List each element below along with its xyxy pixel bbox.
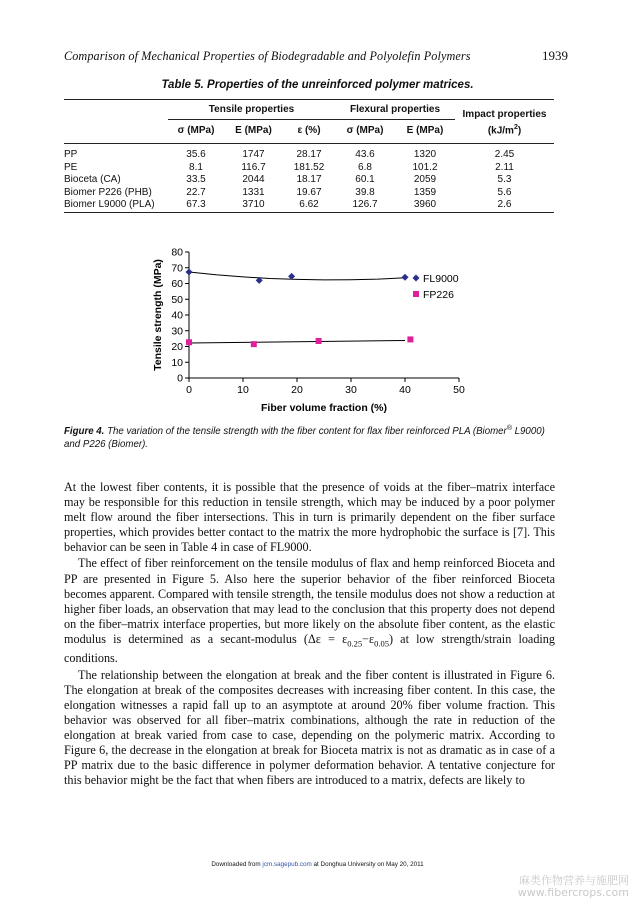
table-top-rule <box>64 99 554 100</box>
watermark-line2: www.fibercrops.com <box>517 886 629 899</box>
group-header-tensile: Tensile properties <box>208 104 295 116</box>
impact-header-sup: 2 <box>513 124 518 132</box>
table-caption: Table 5. Properties of the unreinforced polymer matrices. <box>161 79 474 91</box>
paragraph: The relationship between the elongation at break and the fiber content is illustrated in Figure 6. The elongation at break of the composites decreases with increasing fiber content. In this case, the elongation witnesses a rapid fall up to an asymptote at around 20% fiber volume fraction. This behavior was observed for all fiber–matrix combinations, although the rate in reduction of the elongation at break varied from case to case, depending on the polymeric matrix. According to Figure 6, the decrease in the elongation at break for Bioceta matrix is not as dramatic as in case of a PP matrix due to the basic difference in polymer deformation behavior. A tentative conjecture for this behavior might be the fact that when fibers are introduced to a matrix, defects are likely to <box>64 667 555 788</box>
data-point-diamond <box>402 274 409 281</box>
group-header-flexural: Flexural properties <box>349 104 441 116</box>
cell: 1320 <box>413 149 437 160</box>
col-header: ε (%) <box>283 119 335 143</box>
row-name: Biomer L9000 (PLA) <box>64 199 155 211</box>
row-name: PE <box>64 161 78 173</box>
y-tick-label: 80 <box>171 246 183 259</box>
watermark-line1: 麻类作物营养与施肥网 <box>519 874 629 887</box>
cell: 181.52 <box>293 161 325 173</box>
body-text <box>64 480 555 789</box>
download-footer <box>0 861 635 868</box>
x-tick-label: 40 <box>399 384 411 396</box>
y-tick-label: 20 <box>171 341 183 353</box>
cell: 2.11 <box>495 161 514 173</box>
data-point-diamond <box>186 269 193 276</box>
footer-link[interactable]: jcm.sagepub.com <box>262 861 312 868</box>
data-point-square <box>407 336 413 342</box>
cell: 2.45 <box>494 149 515 160</box>
table-row <box>64 174 554 187</box>
cell: 5.6 <box>497 186 512 198</box>
cell: 28.17 <box>296 149 322 160</box>
table-bottom-rule <box>64 212 554 213</box>
paragraph <box>64 556 555 666</box>
paragraph-text: ) at low strength/strain loading conditions. <box>64 631 555 666</box>
y-tick-label: 30 <box>171 325 183 338</box>
impact-header-close: ) <box>517 125 522 137</box>
cell: 116.7 <box>241 161 266 173</box>
cell: 2059 <box>413 174 437 186</box>
y-tick-label: 50 <box>171 293 183 306</box>
figure-label: Figure 4. <box>64 426 105 438</box>
row-name: Bioceta (CA) <box>64 174 121 186</box>
cell: 8.1 <box>189 161 203 173</box>
cell: 60.1 <box>355 174 375 186</box>
x-tick-label: 10 <box>237 384 249 396</box>
legend-marker <box>413 291 419 297</box>
subscript: 0.25 <box>347 638 363 649</box>
trendline <box>189 272 405 280</box>
table-row <box>64 149 554 162</box>
x-axis-label: Fiber volume fraction (%) <box>260 402 388 414</box>
footer-prefix: Downloaded from <box>211 861 263 868</box>
paragraph-text: −ε <box>362 631 375 646</box>
cell: 22.7 <box>186 186 206 198</box>
subscript: 0.05 <box>374 638 389 649</box>
cell: 3710 <box>242 199 265 211</box>
figure-caption-sup: ® <box>506 425 512 432</box>
cell: 43.6 <box>355 149 375 160</box>
cell: 101.2 <box>412 161 438 173</box>
impact-header-line1: Impact properties <box>462 109 547 121</box>
cell: 3960 <box>413 199 437 211</box>
trendline <box>189 341 405 344</box>
cell: 19.67 <box>296 186 322 198</box>
properties-table <box>64 103 554 212</box>
col-header: σ (MPa) <box>335 119 395 143</box>
y-tick-label: 70 <box>171 262 183 275</box>
running-title: Comparison of Mechanical Properties of Biodegradable and Polyolefin Polymers <box>64 49 471 63</box>
paragraph: At the lowest fiber contents, it is possible that the presence of voids at the fiber–matrix interface may be responsible for this reduction in tensile strength, which may be induced by a poor polymer melt flow around the fiber intersections. This in turn is primarily dependent on the fiber surface properties, which provides better contact to the matrix the more hydrophobic the surface is [7]. This behavior can be seen in Table 4 in case of FL9000. <box>64 480 555 555</box>
cell: 6.62 <box>299 199 319 211</box>
watermark <box>518 875 629 899</box>
row-name: PP <box>64 149 78 160</box>
legend-label: FL9000 <box>423 273 459 285</box>
tensile-strength-chart <box>148 240 488 420</box>
x-tick-label: 20 <box>291 384 303 396</box>
cell: 2.6 <box>497 199 512 211</box>
y-tick-label: 60 <box>171 278 183 290</box>
paragraph-text: The effect of fiber reinforcement on the tensile modulus of flax and hemp reinforced Bioceta and PP are presented in Figure 5. Also here the superior behavior of the fiber reinforced Bioceta becomes apparent. Compared with tensile strength, the tensile modulus does not show a reduction at higher fiber loads, an observation that may lead to the conclusion that this property does not depend on the fiber–matrix interface properties, but more likely on the absolute fiber content, as the elastic modulus is determined as a secant-modulus (Δε = ε <box>64 556 555 646</box>
x-tick-label: 0 <box>186 384 192 396</box>
data-point-square <box>251 341 257 347</box>
figure-caption-text: The variation of the tensile strength with the fiber content for flax fiber reinforced PLA (Biomer <box>104 426 507 438</box>
table-row <box>64 162 554 175</box>
y-tick-label: 40 <box>171 309 183 322</box>
cell: 18.17 <box>296 174 322 186</box>
impact-header <box>455 103 554 143</box>
col-header: E (MPa) <box>224 119 283 143</box>
y-tick-label: 10 <box>171 356 183 369</box>
legend-label: FP226 <box>423 289 454 301</box>
cell: 67.3 <box>186 199 206 211</box>
page-number: 1939 <box>542 48 568 63</box>
legend-marker <box>413 275 420 282</box>
cell: 1331 <box>242 186 265 198</box>
data-point-square <box>186 339 192 345</box>
cell: 1359 <box>413 186 437 198</box>
table-row <box>64 199 554 212</box>
y-tick-label: 0 <box>177 372 183 385</box>
x-tick-label: 50 <box>453 384 465 396</box>
cell: 2044 <box>242 174 265 186</box>
cell: 35.6 <box>186 149 206 160</box>
cell: 5.3 <box>497 174 512 186</box>
row-name: Biomer P226 (PHB) <box>64 186 152 198</box>
cell: 1747 <box>242 149 265 160</box>
data-point-square <box>316 338 322 344</box>
table-row <box>64 187 554 200</box>
y-axis-label: Tensile strength (MPa) <box>152 259 164 371</box>
cell: 126.7 <box>352 199 378 211</box>
figure-caption-text-end: L9000) and P226 (Biomer). <box>64 426 545 451</box>
figure-caption <box>64 423 554 452</box>
cell: 39.8 <box>355 186 375 198</box>
col-header: E (MPa) <box>395 119 455 143</box>
col-header: σ (MPa) <box>168 119 224 143</box>
x-tick-label: 30 <box>345 384 357 396</box>
impact-header-line2: (kJ/m <box>487 125 514 137</box>
cell: 33.5 <box>186 174 206 186</box>
footer-suffix: at Donghua University on May 20, 2011 <box>311 861 424 868</box>
cell: 6.8 <box>358 161 372 173</box>
